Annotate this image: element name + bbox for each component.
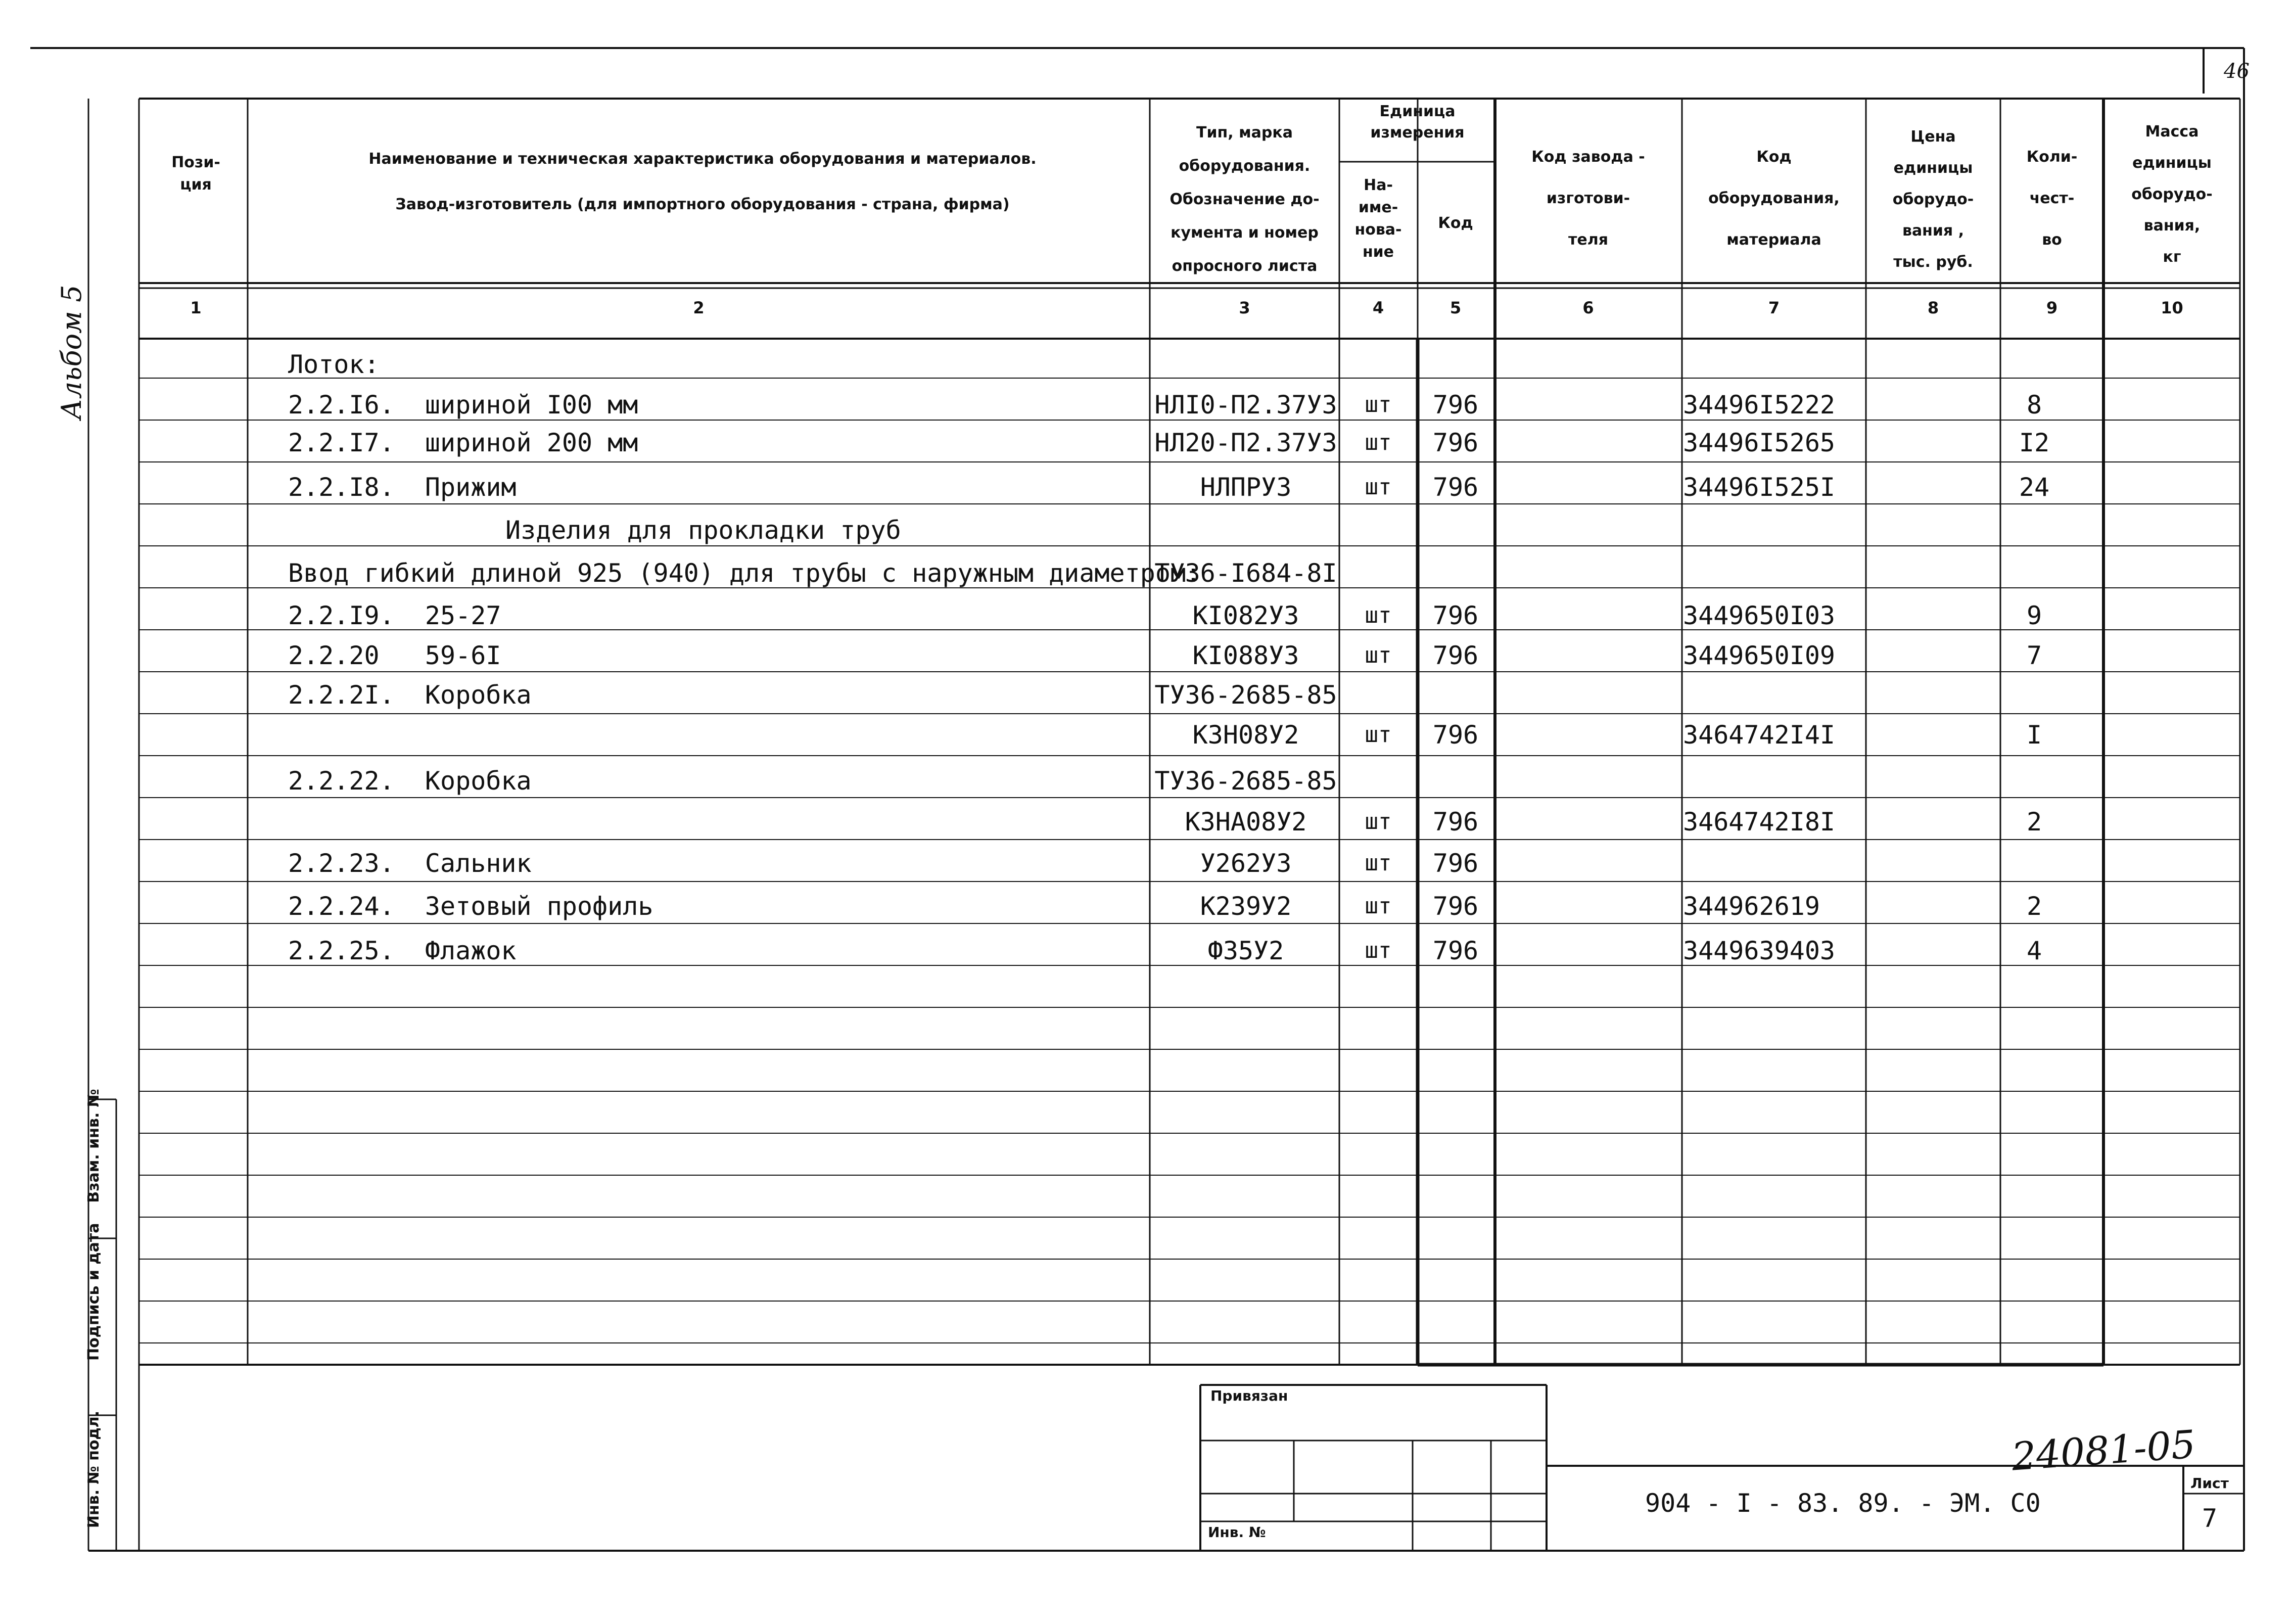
row-unit: шт xyxy=(1365,850,1392,876)
row-qty: 2 xyxy=(2026,807,2042,837)
row-unit: шт xyxy=(1365,722,1392,748)
header-mass-line: оборудо- xyxy=(2131,185,2213,203)
row-code: 3449650I03 xyxy=(1683,601,1836,630)
col-number-1: 1 xyxy=(190,298,202,317)
row-qty: 4 xyxy=(2026,936,2042,965)
album-note: Альбом 5 xyxy=(56,285,87,420)
row-qty: 24 xyxy=(2019,473,2050,502)
row-unit: шт xyxy=(1365,809,1392,834)
page-number: 46 xyxy=(2224,60,2250,83)
header-unit-name xyxy=(1340,174,1416,263)
row-unit-code: 796 xyxy=(1432,849,1479,878)
header-equipment-code-line: оборудования, xyxy=(1708,190,1840,207)
row-unit: шт xyxy=(1365,642,1392,668)
row-code: 3464742I4I xyxy=(1683,720,1836,750)
row-name: 2.2.I8. Прижим xyxy=(288,473,517,502)
row-unit: шт xyxy=(1365,602,1392,628)
header-type-line: кумента и номер xyxy=(1171,224,1319,242)
header-name-line: Наименование и техническая характеристика оборудования и материалов. xyxy=(368,150,1037,168)
row-unit-code: 796 xyxy=(1432,807,1479,837)
row-unit-code: 796 xyxy=(1432,601,1479,630)
header-unit-name-line: нова- xyxy=(1354,221,1402,239)
row-name: 2.2.2I. Коробка xyxy=(288,680,532,710)
row-qty: I2 xyxy=(2019,428,2050,457)
header-equipment-code xyxy=(1683,136,1865,261)
row-type: НЛI0-П2.37У3 xyxy=(1154,390,1337,420)
row-name: Лоток: xyxy=(288,350,380,379)
row-type: КI088У3 xyxy=(1192,641,1299,670)
header-unit-group xyxy=(1340,101,1494,144)
row-code: 344962619 xyxy=(1683,892,1820,921)
header-position-line: ция xyxy=(180,176,212,194)
header-type-line: опросного листа xyxy=(1172,257,1318,275)
header-quantity xyxy=(2001,136,2102,261)
header-type-line: Тип, марка xyxy=(1196,124,1293,142)
col-number-10: 10 xyxy=(2161,298,2183,317)
row-name: Изделия для прокладки труб xyxy=(505,516,901,545)
row-code: 3464742I8I xyxy=(1683,807,1836,837)
col-number-5: 5 xyxy=(1449,298,1462,317)
row-qty: 7 xyxy=(2026,641,2042,670)
row-unit-code: 796 xyxy=(1432,720,1479,750)
header-maker-code-line: Код завода - xyxy=(1531,148,1645,166)
header-position-line: Пози- xyxy=(171,154,220,171)
header-unit-group-line: измерения xyxy=(1370,124,1465,142)
header-price-line: единицы xyxy=(1893,159,1973,177)
header-name xyxy=(253,136,1152,227)
row-type: КI082У3 xyxy=(1192,601,1299,630)
col-number-3: 3 xyxy=(1239,298,1250,317)
row-unit-code: 796 xyxy=(1432,936,1479,965)
header-type xyxy=(1150,116,1339,283)
header-mass xyxy=(2105,116,2239,273)
row-name: 2.2.I9. 25-27 xyxy=(288,601,501,630)
row-unit-code: 796 xyxy=(1432,390,1479,420)
row-name: Ввод гибкий длиной 925 (940) для трубы с наружным диаметром: xyxy=(288,559,1201,588)
row-unit: шт xyxy=(1365,938,1392,963)
row-unit: шт xyxy=(1365,392,1392,417)
header-maker-code xyxy=(1496,136,1680,261)
header-price-line: вания , xyxy=(1902,222,1964,240)
stamp-sheet-label: Лист xyxy=(2190,1475,2229,1492)
header-type-line: оборудования. xyxy=(1179,157,1311,175)
row-unit-code: 796 xyxy=(1432,641,1479,670)
row-type: НЛ20-П2.37У3 xyxy=(1154,428,1337,457)
row-type: ТУ36-I684-8I xyxy=(1154,559,1337,588)
header-name-line: Завод-изготовитель (для импортного оборудования - страна, фирма) xyxy=(395,196,1010,213)
row-name: 2.2.22. Коробка xyxy=(288,766,532,796)
header-maker-code-line: изготови- xyxy=(1546,190,1630,207)
side-stamp-replacement: Взам. инв. № xyxy=(85,1089,103,1203)
row-qty: 8 xyxy=(2026,390,2042,420)
header-type-line: Обозначение до- xyxy=(1170,191,1320,208)
header-quantity-line: во xyxy=(2042,231,2062,249)
header-unit-group-line: Единица xyxy=(1379,103,1456,120)
stamp-sheet-number: 7 xyxy=(2202,1504,2218,1533)
row-unit-code: 796 xyxy=(1432,473,1479,502)
row-name: 2.2.24. Зетовый профиль xyxy=(288,892,653,921)
header-unit-name-line: На- xyxy=(1364,176,1393,194)
col-number-7: 7 xyxy=(1768,298,1780,317)
header-unit-code: Код xyxy=(1438,214,1473,232)
row-code: 34496I5222 xyxy=(1683,390,1836,420)
row-qty: 2 xyxy=(2026,892,2042,921)
row-name: 2.2.23. Сальник xyxy=(288,849,532,878)
side-stamp-signature-date: Подпись и дата xyxy=(85,1223,103,1361)
row-code: 3449650I09 xyxy=(1683,641,1836,670)
header-price-line: оборудо- xyxy=(1892,191,1974,208)
header-unit-name-line: име- xyxy=(1358,199,1398,216)
row-type: У262У3 xyxy=(1200,849,1292,878)
row-code: 34496I525I xyxy=(1683,473,1836,502)
col-number-8: 8 xyxy=(1927,298,1939,317)
row-name: 2.2.25. Флажок xyxy=(288,936,517,965)
row-unit: шт xyxy=(1365,474,1392,500)
header-position xyxy=(147,152,245,196)
side-stamp-original-inv: Инв. № подл. xyxy=(85,1410,103,1528)
row-name: 2.2.I6. шириной I00 мм xyxy=(288,390,638,420)
row-unit: шт xyxy=(1365,893,1392,919)
header-price-line: тыс. руб. xyxy=(1893,253,1973,271)
row-code: 34496I5265 xyxy=(1683,428,1836,457)
row-unit-code: 796 xyxy=(1432,428,1479,457)
header-unit-name-line: ние xyxy=(1362,243,1394,261)
row-type: НЛПРУ3 xyxy=(1200,473,1292,502)
row-type: ТУ36-2685-85 xyxy=(1154,766,1337,796)
col-number-2: 2 xyxy=(693,298,705,317)
row-type: К239У2 xyxy=(1200,892,1292,921)
row-qty: 9 xyxy=(2026,601,2042,630)
row-type: К3Н08У2 xyxy=(1192,720,1299,750)
header-equipment-code-line: Код xyxy=(1756,148,1792,166)
stamp-document-number: 24081-05 xyxy=(2010,1421,2197,1479)
header-price xyxy=(1867,121,1999,278)
header-equipment-code-line: материала xyxy=(1726,231,1821,249)
stamp-bound-label: Привязан xyxy=(1210,1387,1288,1404)
col-number-9: 9 xyxy=(2046,298,2058,317)
header-mass-line: Масса xyxy=(2145,123,2199,141)
row-type: ТУ36-2685-85 xyxy=(1154,680,1337,710)
header-mass-line: кг xyxy=(2163,248,2181,266)
row-name: 2.2.20 59-6I xyxy=(288,641,501,670)
col-number-6: 6 xyxy=(1582,298,1594,317)
row-unit-code: 796 xyxy=(1432,892,1479,921)
row-unit: шт xyxy=(1365,430,1392,455)
header-maker-code-line: теля xyxy=(1568,231,1608,249)
header-mass-line: вания, xyxy=(2143,217,2201,235)
header-quantity-line: Коли- xyxy=(2026,148,2078,166)
row-qty: I xyxy=(2026,720,2042,750)
stamp-inv-label: Инв. № xyxy=(1208,1524,1266,1541)
row-type: К3НА08У2 xyxy=(1185,807,1307,837)
row-type: Ф35У2 xyxy=(1207,936,1284,965)
header-price-line: Цена xyxy=(1910,128,1956,146)
header-quantity-line: чест- xyxy=(2029,190,2075,207)
header-mass-line: единицы xyxy=(2132,154,2212,172)
row-code: 3449639403 xyxy=(1683,936,1836,965)
row-name: 2.2.I7. шириной 200 мм xyxy=(288,428,638,457)
stamp-designation: 904 - I - 83. 89. - ЭМ. С0 xyxy=(1645,1489,2041,1518)
col-number-4: 4 xyxy=(1372,298,1384,317)
